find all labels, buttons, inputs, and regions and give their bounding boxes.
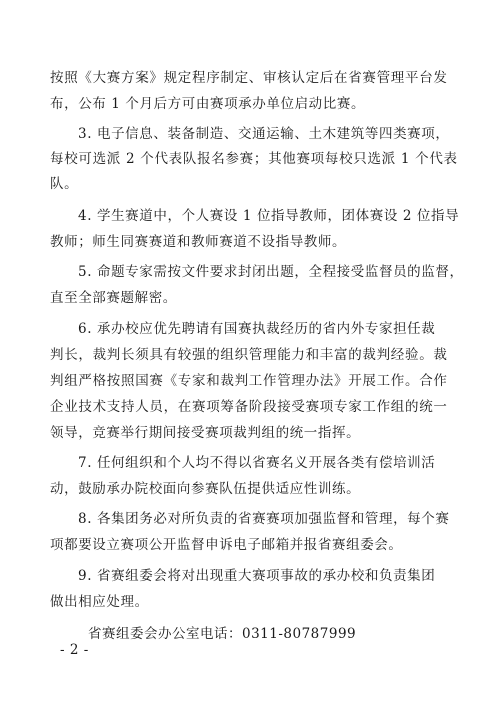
- text-line: 动，鼓励承办院校面向参赛队伍提供适应性训练。: [50, 481, 361, 497]
- text-line: 领导，竞赛举行期间接受赛项裁判组的统一指挥。: [50, 425, 361, 441]
- text-line: 布，公布 1 个月后方可由赛项承办单位启动比赛。: [50, 96, 366, 112]
- paragraph-9-line: 9. 省赛组委会将对出现重大赛项事故的承办校和负责集团: [78, 568, 436, 584]
- paragraph-6-line: 6. 承办校应优先聘请有国赛执裁经历的省内外专家担任裁: [78, 321, 436, 337]
- text-line: 直至全部赛题解密。: [50, 290, 177, 306]
- text-line: 判长，裁判长须具有较强的组织管理能力和丰富的裁判经验。裁: [50, 347, 448, 363]
- paragraph-5-line: 5. 命题专家需按文件要求封闭出题，全程接受监督员的监督，: [78, 264, 464, 280]
- text-line: 判组严格按照国赛《专家和裁判工作管理办法》开展工作。合作: [50, 373, 448, 389]
- paragraph-8-line: 8. 各集团务必对所负责的省赛赛项加强监督和管理，每个赛: [78, 511, 450, 527]
- office-phone: 省赛组委会办公室电话：0311-80787999: [88, 626, 357, 642]
- text-line: 项都要设立赛项公开监督申诉电子邮箱并报省赛组委会。: [50, 537, 403, 553]
- text-line: 按照《大赛方案》规定程序制定、审核认定后在省赛管理平台发: [50, 70, 448, 86]
- paragraph-3-line: 3. 电子信息、装备制造、交通运输、土木建筑等四类赛项，: [78, 126, 450, 142]
- paragraph-4-line: 4. 学生赛道中，个人赛设 1 位指导教师，团体赛设 2 位指导: [78, 208, 460, 224]
- text-line: 做出相应处理。: [50, 594, 149, 610]
- paragraph-7-line: 7. 任何组织和个人均不得以省赛名义开展各类有偿培训活: [78, 455, 436, 471]
- text-line: 教师；师生同赛赛道和教师赛道不设指导教师。: [50, 234, 347, 250]
- text-line: 企业技术支持人员，在赛项筹备阶段接受赛项专家工作组的统一: [50, 399, 448, 415]
- text-line: 队。: [50, 176, 79, 192]
- page-number: - 2 -: [60, 642, 89, 658]
- text-line: 每校可选派 2 个代表队报名参赛；其他赛项每校只选派 1 个代表: [50, 151, 458, 167]
